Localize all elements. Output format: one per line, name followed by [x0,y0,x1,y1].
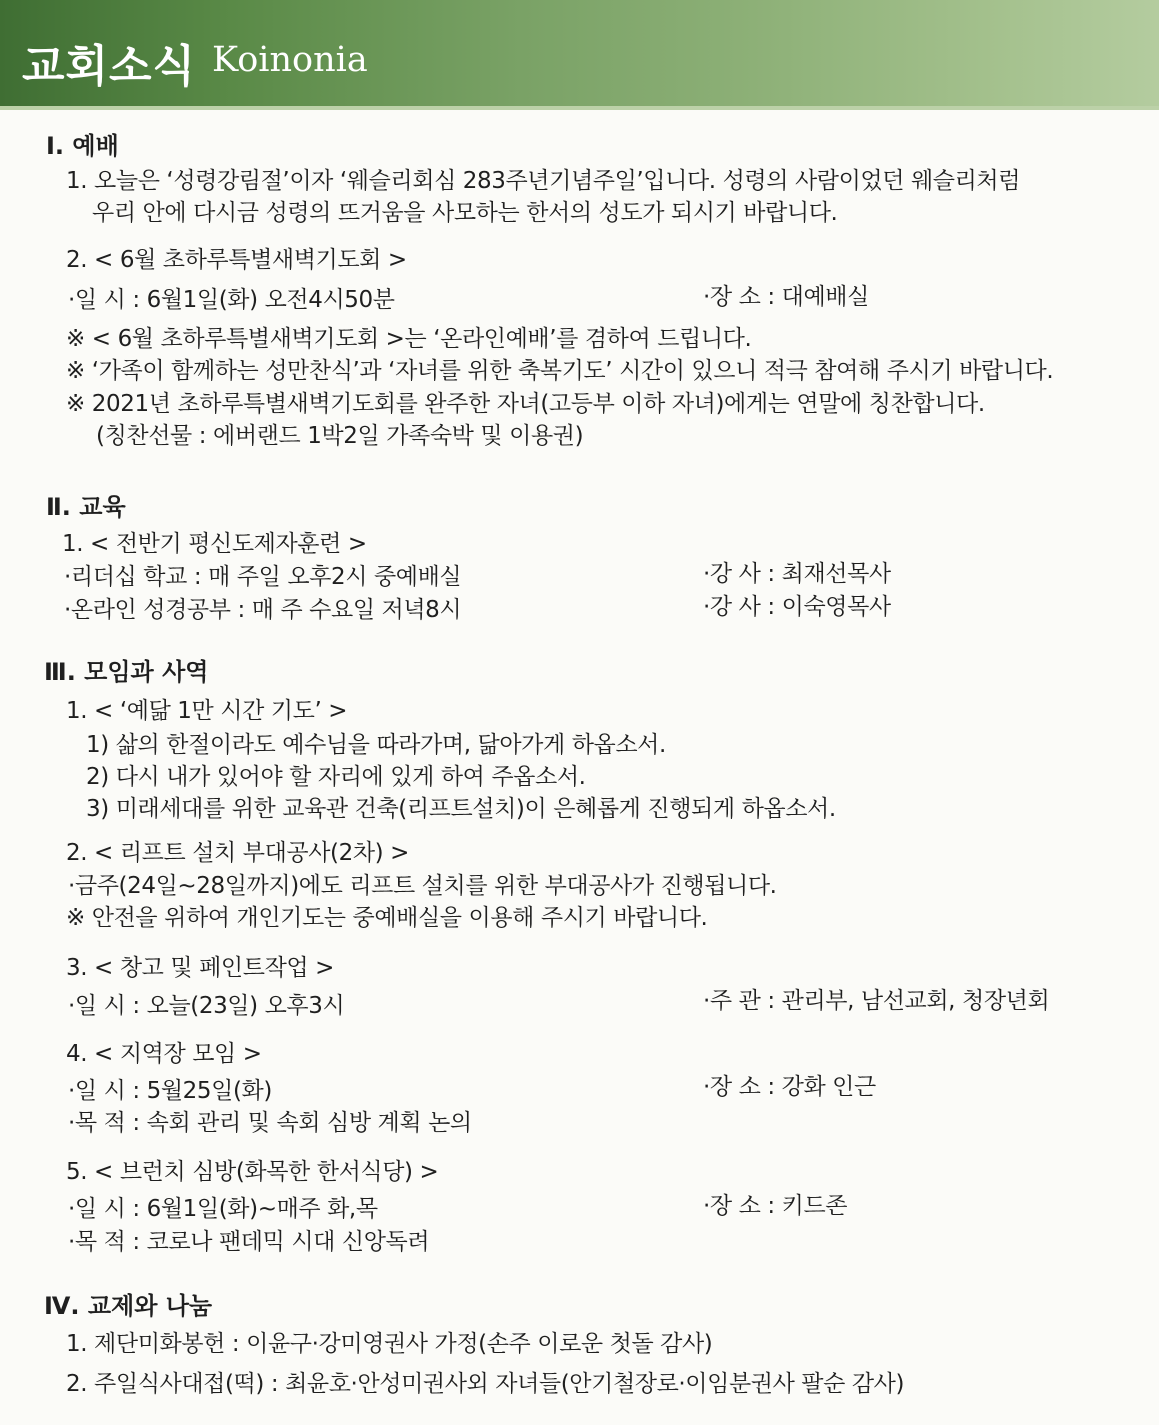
worship-note2: ※ ‘가족이 함께하는 성만찬식’과 ‘자녀를 위한 축복기도’ 시간이 있으니 적극 참여해 주시기 바랍니다. [66,358,1054,384]
ministry-item4-date: ·일 시 : 5월25일(화) [68,1078,272,1104]
ministry-item2-title: 2. < 리프트 설치 부대공사(2차) > [66,840,410,866]
ministry-item3-title: 3. < 창고 및 페인트작업 > [66,955,334,981]
worship-item1-line2: 우리 안에 다시금 성령의 뜨거움을 사모하는 한서의 성도가 되시기 바랍니다. [92,200,838,226]
ministry-item5-purpose: ·목 적 : 코로나 팬데믹 시대 신앙독려 [68,1229,430,1255]
ministry-item3-date: ·일 시 : 오늘(23일) 오후3시 [68,993,345,1019]
fellowship-line2: 2. 주일식사대접(떡) : 최윤호·안성미권사외 자녀들(안기철장로·이임분권사 팔순 감사) [66,1371,905,1397]
worship-item2-title: 2. < 6월 초하루특별새벽기도회 > [66,247,407,273]
worship-note1: ※ < 6월 초하루특별새벽기도회 >는 ‘온라인예배’를 겸하여 드립니다. [66,326,752,352]
ministry-item5-date: ·일 시 : 6월1일(화)~매주 화,목 [68,1196,378,1222]
worship-item2-date: ·일 시 : 6월1일(화) 오전4시50분 [68,287,395,313]
ministry-prayer3: 3) 미래세대를 위한 교육관 건축(리프트설치)이 은혜롭게 진행되게 하옵소서. [86,796,836,822]
section-fellowship-heading: Ⅳ. 교제와 나눔 [44,1292,213,1320]
ministry-item5-place: ·장 소 : 키드존 [703,1193,848,1219]
ministry-item3-host: ·주 관 : 관리부, 남선교회, 청장년회 [703,988,1050,1014]
ministry-item1-title: 1. < ‘예닮 1만 시간 기도’ > [66,698,348,724]
ministry-item4-place: ·장 소 : 강화 인근 [703,1074,876,1100]
education-online-instructor: ·강 사 : 이숙영목사 [703,594,891,620]
worship-note3: ※ 2021년 초하루특별새벽기도회를 완주한 자녀(고등부 이하 자녀)에게는 연말에 칭찬합니다. [66,391,985,417]
page-header [0,0,1159,110]
education-leadership-instructor: ·강 사 : 최재선목사 [703,561,891,587]
ministry-item2-note: ※ 안전을 위하여 개인기도는 중예배실을 이용해 주시기 바랍니다. [66,905,708,931]
education-item1-title: 1. < 전반기 평신도제자훈련 > [62,531,367,557]
education-leadership-school: ·리더십 학교 : 매 주일 오후2시 중예배실 [64,564,462,590]
section-education-heading: Ⅱ. 교육 [46,493,126,521]
worship-note3-gift: (칭찬선물 : 에버랜드 1박2일 가족숙박 및 이용권) [96,423,584,449]
ministry-item5-title: 5. < 브런치 심방(화목한 한서식당) > [66,1159,439,1185]
section-worship-heading: Ⅰ. 예배 [46,132,119,160]
ministry-prayer1: 1) 삶의 한절이라도 예수님을 따라가며, 닮아가게 하옵소서. [86,732,666,758]
worship-item1-line1: 1. 오늘은 ‘성령강림절’이자 ‘웨슬리회심 283주년기념주일’입니다. 성령의 사람이었던 웨슬리처럼 [66,168,1021,194]
fellowship-line1: 1. 제단미화봉헌 : 이윤구·강미영권사 가정(손주 이로운 첫돌 감사) [66,1331,713,1357]
education-online-bible: ·온라인 성경공부 : 매 주 수요일 저녁8시 [64,597,462,623]
ministry-prayer2: 2) 다시 내가 있어야 할 자리에 있게 하여 주옵소서. [86,764,586,790]
ministry-item4-title: 4. < 지역장 모임 > [66,1041,262,1067]
ministry-item4-purpose: ·목 적 : 속회 관리 및 속회 심방 계획 논의 [68,1110,472,1136]
header-title-korean: 교회소식 [22,41,197,92]
worship-item2-place: ·장 소 : 대예배실 [703,284,869,310]
header-title-english: Koinonia [212,40,368,80]
section-ministry-heading: Ⅲ. 모임과 사역 [44,658,209,686]
ministry-item2-line1: ·금주(24일~28일까지)에도 리프트 설치를 위한 부대공사가 진행됩니다. [68,873,777,899]
